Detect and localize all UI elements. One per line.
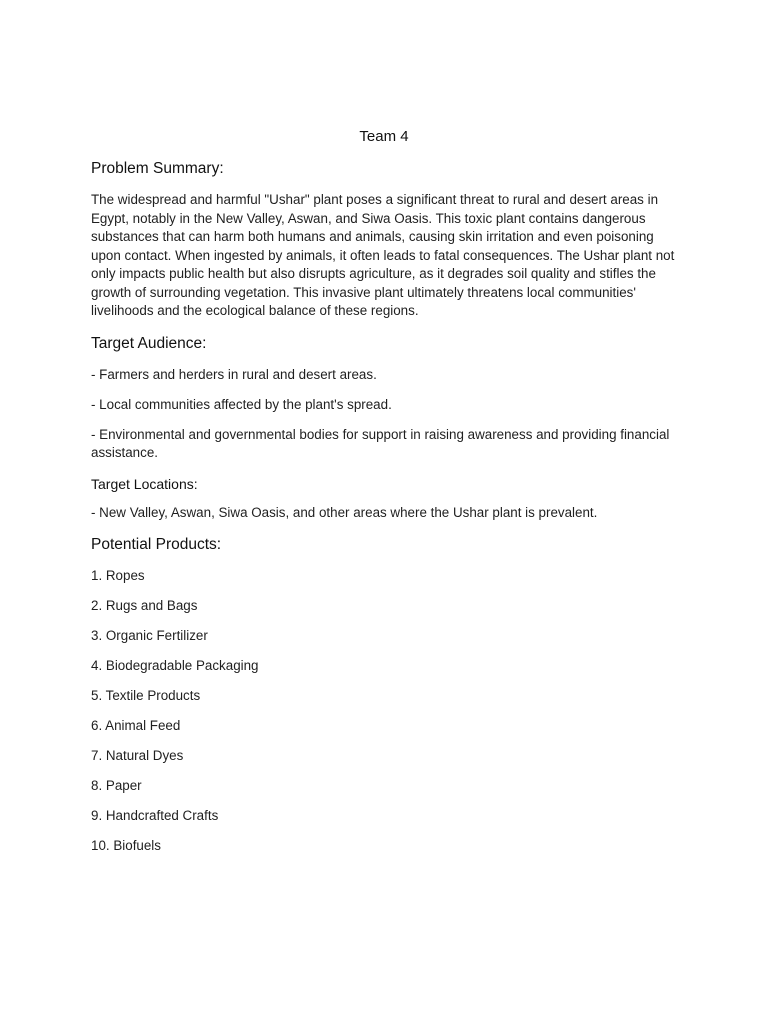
problem-summary-heading: Problem Summary:: [91, 160, 224, 177]
product-list-item: 3. Organic Fertilizer: [91, 627, 208, 643]
product-list-item: 9. Handcrafted Crafts: [91, 807, 219, 823]
problem-summary-section: [91, 158, 686, 321]
target-audience-item: - Environmental and governmental bodies for support in raising awareness and providing financial assistance.: [91, 426, 670, 460]
target-locations-heading: Target Locations:: [91, 475, 198, 492]
potential-products-list: [91, 567, 686, 867]
document-title: Team 4: [359, 128, 409, 145]
product-list-item: 6. Animal Feed: [91, 717, 181, 733]
document-content: [91, 158, 686, 867]
product-list-item: 8. Paper: [91, 777, 142, 793]
product-list-item: 7. Natural Dyes: [91, 747, 184, 763]
target-locations-section: [91, 474, 686, 522]
problem-summary-text: The widespread and harmful "Ushar" plant poses a significant threat to rural and desert areas in Egypt, notably in the New Valley, Aswan, and Siwa Oasis. This toxic plant contains dangerous substances that can harm both humans and animals, causing skin irritation and even poisoning upon contact. When ingested by animals, it often leads to fatal consequences. The Ushar plant not only impacts public health but also disrupts agriculture, as it degrades soil quality and stifles the growth of surrounding vegetation. This invasive plant ultimately threatens local communities' livelihoods and the ecological balance of these regions.: [91, 192, 675, 318]
potential-products-section: [91, 534, 686, 867]
target-audience-heading: Target Audience:: [91, 334, 207, 352]
potential-products-heading: Potential Products:: [91, 535, 222, 553]
product-list-item: 10. Biofuels: [91, 837, 161, 853]
product-list-item: 5. Textile Products: [91, 687, 201, 703]
product-list-item: 2. Rugs and Bags: [91, 597, 198, 613]
product-list-item: 4. Biodegradable Packaging: [91, 657, 259, 673]
target-audience-section: [91, 333, 686, 462]
product-list-item: 1. Ropes: [91, 567, 145, 583]
target-locations-item: - New Valley, Aswan, Siwa Oasis, and other areas where the Ushar plant is prevalent.: [91, 504, 598, 520]
target-audience-item: - Farmers and herders in rural and desert areas.: [91, 366, 377, 382]
target-audience-item: - Local communities affected by the plant's spread.: [91, 396, 392, 412]
